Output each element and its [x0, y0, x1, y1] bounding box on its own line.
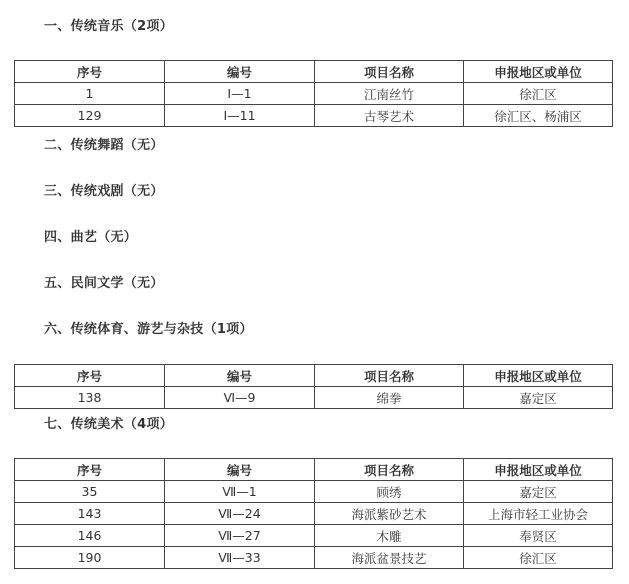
cell-project-name: 顾绣 [315, 481, 464, 503]
cell-serial: 138 [15, 387, 165, 409]
col-header-project-name: 项目名称 [315, 61, 464, 83]
col-header-region: 申报地区或单位 [464, 61, 613, 83]
col-header-serial: 序号 [15, 365, 165, 387]
table-row [15, 387, 613, 409]
section-heading-traditional-drama: 三、传统戏剧（无） [44, 184, 164, 199]
cell-code: Ⅰ—11 [165, 105, 315, 127]
section-heading-quyi: 四、曲艺（无） [44, 230, 138, 245]
cell-code: Ⅶ—33 [165, 547, 315, 569]
table-header-row [15, 459, 613, 481]
cell-region: 上海市轻工业协会 [464, 503, 613, 525]
cell-serial: 146 [15, 525, 165, 547]
section-heading-traditional-dance: 二、传统舞蹈（无） [44, 138, 164, 153]
table-header-row [15, 61, 613, 83]
section-heading-folk-literature: 五、民间文学（无） [44, 276, 164, 291]
cell-serial: 1 [15, 83, 165, 105]
table-row [15, 525, 613, 547]
table-sports-acrobatics [14, 364, 613, 409]
section-heading-traditional-art: 七、传统美术（4项） [44, 417, 174, 432]
cell-project-name: 海派紫砂艺术 [315, 503, 464, 525]
cell-region: 嘉定区 [464, 387, 613, 409]
table-row [15, 481, 613, 503]
cell-region: 徐汇区 [464, 547, 613, 569]
section-heading-sports-acrobatics: 六、传统体育、游艺与杂技（1项） [44, 322, 253, 337]
table-row [15, 503, 613, 525]
cell-region: 奉贤区 [464, 525, 613, 547]
cell-project-name: 海派盆景技艺 [315, 547, 464, 569]
cell-project-name: 绵拳 [315, 387, 464, 409]
cell-serial: 143 [15, 503, 165, 525]
col-header-region: 申报地区或单位 [464, 365, 613, 387]
cell-serial: 129 [15, 105, 165, 127]
table-header-row [15, 365, 613, 387]
cell-code: Ⅶ—1 [165, 481, 315, 503]
cell-serial: 190 [15, 547, 165, 569]
cell-code: Ⅵ—9 [165, 387, 315, 409]
cell-code: Ⅶ—27 [165, 525, 315, 547]
table-traditional-art [14, 458, 613, 569]
cell-project-name: 古琴艺术 [315, 105, 464, 127]
col-header-serial: 序号 [15, 61, 165, 83]
col-header-project-name: 项目名称 [315, 365, 464, 387]
cell-project-name: 江南丝竹 [315, 83, 464, 105]
table-row [15, 547, 613, 569]
cell-code: Ⅰ—1 [165, 83, 315, 105]
cell-region: 嘉定区 [464, 481, 613, 503]
cell-region: 徐汇区 [464, 83, 613, 105]
cell-region: 徐汇区、杨浦区 [464, 105, 613, 127]
table-traditional-music [14, 60, 613, 127]
table-row [15, 105, 613, 127]
col-header-region: 申报地区或单位 [464, 459, 613, 481]
cell-project-name: 木雕 [315, 525, 464, 547]
cell-serial: 35 [15, 481, 165, 503]
table-row [15, 83, 613, 105]
col-header-code: 编号 [165, 61, 315, 83]
col-header-project-name: 项目名称 [315, 459, 464, 481]
cell-code: Ⅶ—24 [165, 503, 315, 525]
col-header-code: 编号 [165, 459, 315, 481]
section-heading-traditional-music: 一、传统音乐（2项） [44, 19, 174, 34]
col-header-code: 编号 [165, 365, 315, 387]
col-header-serial: 序号 [15, 459, 165, 481]
